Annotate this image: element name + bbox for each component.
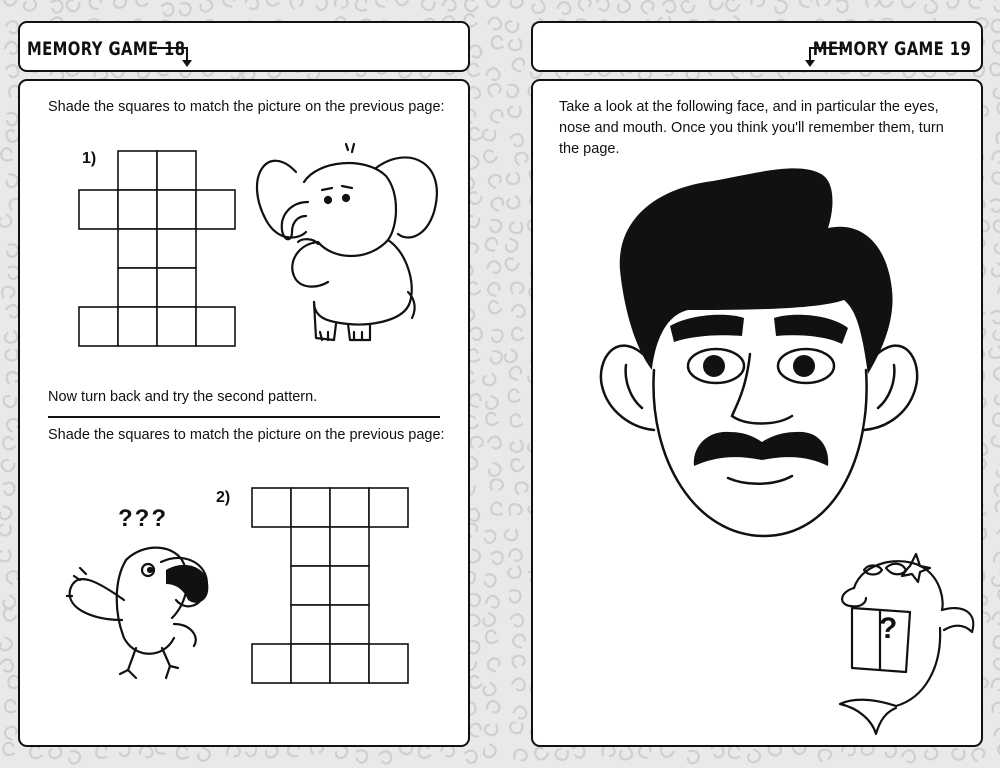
left-page-title: MEMORY GAME 18 [27,38,186,60]
grid-cell[interactable] [118,307,157,346]
grid-cell[interactable] [291,644,330,683]
face-instruction: Take a look at the following face, and in particular the eyes, nose and mouth. Once you think you'll remember them, turn the page. [559,99,944,157]
grid-cell[interactable] [330,644,369,683]
grid-cell[interactable] [79,190,118,229]
grid-cell[interactable] [157,307,196,346]
puzzle-2-label: 2) [216,489,231,506]
grid-cell[interactable] [291,566,330,605]
parrot-illustration [66,540,216,690]
grid-cell[interactable] [118,268,157,307]
instruction-bottom: Shade the squares to match the picture on the previous page: [48,427,445,443]
grid-cell[interactable] [79,307,118,346]
grid-cell[interactable] [196,190,235,229]
grid-cell[interactable] [330,488,369,527]
parrot-thought: ??? [118,505,168,532]
grid-cell[interactable] [252,488,291,527]
grid-cell[interactable] [118,229,157,268]
grid-1 [79,151,235,346]
grid-cell[interactable] [157,229,196,268]
grid-cell[interactable] [118,151,157,190]
puzzle-1-label: 1) [82,150,97,167]
man-face-illustration [596,160,926,550]
book-question-mark: ? [879,612,898,645]
grid-cell[interactable] [291,605,330,644]
grid-cell[interactable] [291,527,330,566]
grid-cell[interactable] [330,527,369,566]
turn-back-text: Now turn back and try the second pattern. [48,389,318,405]
grid-cell[interactable] [157,190,196,229]
elephant-illustration [248,142,448,352]
grid-cell[interactable] [330,566,369,605]
grid-cell[interactable] [196,307,235,346]
right-page-title: MEMORY GAME 19 [812,38,971,60]
grid-cell[interactable] [330,605,369,644]
dolphin-illustration [832,548,982,738]
instruction-top: Shade the squares to match the picture on the previous page: [48,99,445,115]
grid-cell[interactable] [369,644,408,683]
grid-cell[interactable] [157,268,196,307]
grid-cell[interactable] [291,488,330,527]
grid-cell[interactable] [157,151,196,190]
grid-2 [252,488,408,683]
grid-cell[interactable] [252,644,291,683]
grid-cell[interactable] [118,190,157,229]
grid-cell[interactable] [369,488,408,527]
